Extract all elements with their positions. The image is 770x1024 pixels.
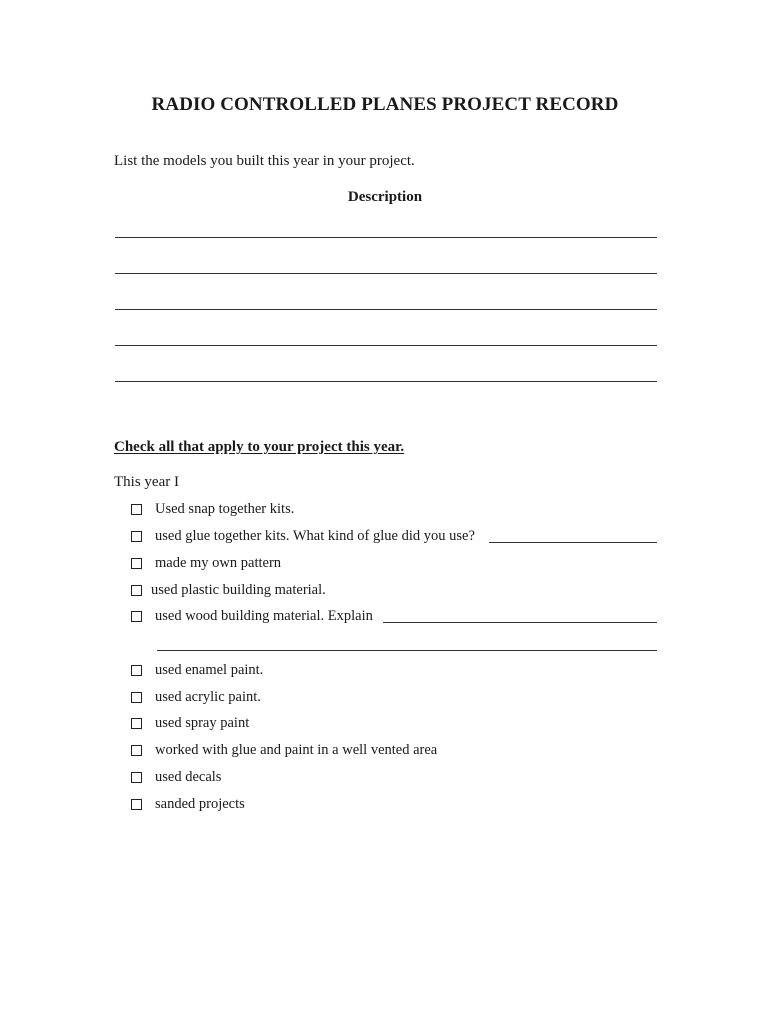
item-label-sanded-projects: sanded projects — [155, 796, 245, 812]
section-heading: Check all that apply to your project this year. — [114, 439, 405, 455]
page-title: RADIO CONTROLLED PLANES PROJECT RECORD — [151, 94, 619, 115]
instruction-text: List the models you built this year in your project. — [114, 153, 415, 169]
checkbox-enamel-paint[interactable] — [131, 665, 142, 676]
item-label-wood-material: used wood building material. Explain — [155, 608, 373, 624]
checkbox-spray-paint[interactable] — [131, 718, 142, 729]
checkbox-decals[interactable] — [131, 772, 142, 783]
checkbox-acrylic-paint[interactable] — [131, 692, 142, 703]
description-heading: Description — [347, 189, 423, 205]
description-line-4[interactable] — [115, 345, 657, 346]
wood-explain-line-1[interactable] — [383, 622, 657, 623]
description-line-1[interactable] — [115, 237, 657, 238]
intro-text: This year I — [114, 474, 179, 490]
checkbox-vented-area[interactable] — [131, 745, 142, 756]
checkbox-own-pattern[interactable] — [131, 558, 142, 569]
description-line-2[interactable] — [115, 273, 657, 274]
glue-type-answer-line[interactable] — [489, 542, 657, 543]
item-label-acrylic-paint: used acrylic paint. — [155, 689, 261, 705]
item-label-decals: used decals — [155, 769, 222, 785]
wood-explain-line-2[interactable] — [157, 650, 657, 651]
checkbox-wood-material[interactable] — [131, 611, 142, 622]
item-label-glue-kits: used glue together kits. What kind of glue did you use? — [155, 528, 475, 544]
item-label-vented-area: worked with glue and paint in a well vented area — [155, 742, 438, 758]
checkbox-glue-kits[interactable] — [131, 531, 142, 542]
item-label-snap-kits: Used snap together kits. — [155, 501, 295, 517]
description-line-5[interactable] — [115, 381, 657, 382]
checkbox-plastic-material[interactable] — [131, 585, 142, 596]
item-label-spray-paint: used spray paint — [155, 715, 250, 731]
item-label-own-pattern: made my own pattern — [155, 555, 282, 571]
item-label-enamel-paint: used enamel paint. — [155, 662, 264, 678]
checkbox-sanded-projects[interactable] — [131, 799, 142, 810]
item-label-plastic-material: used plastic building material. — [151, 582, 326, 598]
checkbox-snap-kits[interactable] — [131, 504, 142, 515]
description-line-3[interactable] — [115, 309, 657, 310]
